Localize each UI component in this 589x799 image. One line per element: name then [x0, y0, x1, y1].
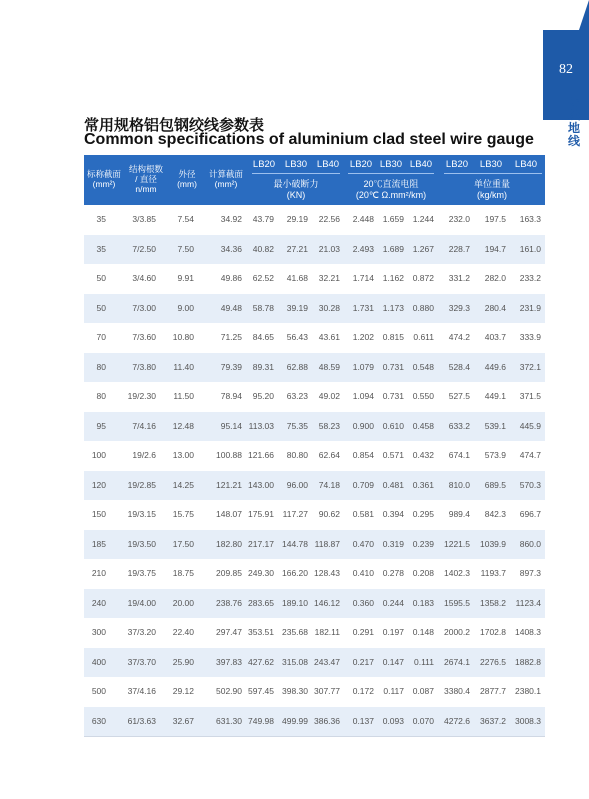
table-cell: 2380.1: [515, 686, 541, 696]
table-cell: 1221.5: [444, 538, 470, 549]
table-row: [84, 500, 545, 530]
table-cell: 148.07: [216, 509, 242, 519]
table-cell: 62.52: [252, 273, 274, 283]
table-cell: 19/3.75: [127, 568, 156, 578]
table-cell: 1595.5: [444, 597, 470, 608]
table-cell: 120: [91, 479, 106, 490]
table-cell: 1402.3: [444, 568, 470, 578]
table-cell: 117.27: [282, 509, 308, 519]
table-cell: 2.493: [352, 243, 374, 254]
table-cell: 48.59: [318, 361, 340, 372]
table-cell: 175.91: [248, 509, 274, 519]
table-cell: 474.7: [519, 450, 541, 460]
table-cell: 0.854: [352, 450, 374, 460]
table-cell: 0.183: [412, 597, 434, 608]
table-cell: 118.87: [314, 538, 340, 549]
table-row: [84, 382, 545, 412]
table-cell: 144.78: [282, 538, 308, 549]
table-cell: 62.88: [286, 361, 308, 372]
table-cell: 7/3.60: [132, 332, 156, 342]
section-label-char: 线: [567, 108, 580, 122]
table-cell: 371.5: [519, 391, 541, 401]
group-divider: [348, 173, 434, 174]
table-cell: 161.0: [519, 243, 541, 254]
table-cell: 427.62: [248, 656, 274, 667]
table-cell: 12.48: [172, 420, 194, 431]
table-cell: 0.581: [352, 509, 374, 519]
table-cell: 3637.2: [480, 715, 506, 726]
table-cell: 7/2.50: [132, 243, 156, 254]
table-row: [84, 559, 545, 589]
section-label-char: 导: [567, 95, 580, 109]
table-cell: 597.45: [248, 686, 274, 696]
table-cell: 15.75: [172, 509, 194, 519]
table-cell: 121.21: [216, 479, 242, 490]
table-cell: 0.731: [382, 391, 404, 401]
table-cell: 70: [96, 332, 106, 342]
table-cell: 19/3.50: [127, 538, 156, 549]
table-cell: 570.3: [519, 479, 541, 490]
table-cell: 333.9: [519, 332, 541, 342]
table-cell: 100: [91, 450, 106, 460]
table-cell: 150: [91, 509, 106, 519]
table-cell: 2276.5: [480, 656, 506, 667]
table-cell: 631.30: [216, 715, 242, 726]
page-title-english: Common specifications of aluminium clad steel wire gauge: [84, 131, 534, 148]
table-cell: 1702.8: [480, 627, 506, 637]
table-cell: 194.7: [484, 243, 506, 254]
table-cell: 0.137: [352, 715, 374, 726]
table-cell: 1.244: [412, 214, 434, 224]
table-row: [84, 441, 545, 471]
table-cell: 11.50: [173, 391, 194, 401]
table-cell: 80: [96, 391, 106, 401]
table-cell: 403.7: [484, 332, 506, 342]
table-cell: 633.2: [448, 420, 470, 431]
table-cell: 2000.2: [444, 627, 470, 637]
table-cell: 0.610: [382, 420, 404, 431]
table-cell: 79.39: [220, 361, 242, 372]
table-cell: 300: [91, 627, 106, 637]
table-cell: 1.731: [352, 302, 374, 313]
table-cell: 189.10: [282, 597, 308, 608]
table-cell: 121.66: [248, 450, 274, 460]
table-cell: 0.360: [352, 597, 374, 608]
table-cell: 0.319: [382, 538, 404, 549]
table-cell: 50: [96, 302, 106, 313]
table-cell: 353.51: [248, 627, 274, 637]
table-cell: 0.731: [382, 361, 404, 372]
table-cell: 20.00: [172, 597, 194, 608]
table-cell: 95: [96, 420, 106, 431]
table-cell: 0.709: [352, 479, 374, 490]
table-row: [84, 648, 545, 678]
table-cell: 2.448: [352, 214, 374, 224]
table-cell: 1.689: [382, 243, 404, 254]
table-row: [84, 294, 545, 324]
header-grade: LB40: [409, 159, 433, 170]
table-cell: 573.9: [484, 450, 506, 460]
table-cell: 1123.4: [515, 597, 541, 608]
table-cell: 210: [91, 568, 106, 578]
table-cell: 249.30: [248, 568, 274, 578]
table-cell: 372.1: [519, 361, 541, 372]
table-cell: 1358.2: [480, 597, 506, 608]
table-cell: 63.23: [286, 391, 308, 401]
group-unit-weight: 单位重量 (kg/km): [473, 179, 510, 200]
table-cell: 539.1: [484, 420, 506, 431]
table-cell: 674.1: [448, 450, 470, 460]
table-cell: 474.2: [448, 332, 470, 342]
table-cell: 283.65: [248, 597, 274, 608]
table-cell: 3008.3: [515, 715, 541, 726]
table-cell: 315.08: [282, 656, 308, 667]
table-cell: 35: [96, 214, 106, 224]
table-cell: 22.56: [318, 214, 340, 224]
table-cell: 19/2.30: [127, 391, 156, 401]
table-cell: 166.20: [282, 568, 308, 578]
table-cell: 7.50: [177, 243, 194, 254]
table-cell: 307.77: [314, 686, 340, 696]
table-cell: 1.267: [412, 243, 434, 254]
table-cell: 842.3: [484, 509, 506, 519]
table-cell: 74.18: [318, 479, 340, 490]
table-cell: 0.197: [382, 627, 404, 637]
page-number: 82: [559, 62, 573, 77]
table-cell: 182.80: [216, 538, 242, 549]
table-cell: 209.85: [216, 568, 242, 578]
table-cell: 810.0: [448, 479, 470, 490]
table-row: [84, 707, 545, 737]
table-cell: 32.67: [172, 715, 194, 726]
table-cell: 25.90: [172, 656, 194, 667]
table-cell: 502.90: [216, 686, 242, 696]
table-cell: 500: [91, 686, 106, 696]
table-cell: 1193.7: [480, 568, 506, 578]
table-cell: 17.50: [172, 538, 194, 549]
table-cell: 2674.1: [444, 656, 470, 667]
table-cell: 0.550: [412, 391, 434, 401]
table-cell: 1.173: [382, 302, 404, 313]
page-title-chinese: 常用规格铝包钢绞线参数表: [84, 117, 265, 134]
table-cell: 34.92: [220, 214, 242, 224]
table-cell: 3380.4: [444, 686, 470, 696]
table-cell: 4272.6: [444, 715, 470, 726]
table-cell: 96.00: [286, 479, 308, 490]
table-cell: 233.2: [519, 273, 541, 283]
table-cell: 21.03: [318, 243, 340, 254]
table-cell: 400: [91, 656, 106, 667]
table-cell: 1039.9: [480, 538, 506, 549]
table-cell: 1.094: [352, 391, 374, 401]
table-cell: 19/2.85: [127, 479, 156, 490]
table-cell: 897.3: [519, 568, 541, 578]
table-cell: 146.12: [314, 597, 340, 608]
table-cell: 80: [96, 361, 106, 372]
table-cell: 29.12: [172, 686, 194, 696]
table-cell: 7/4.16: [132, 420, 156, 431]
table-cell: 11.40: [173, 361, 194, 372]
table-cell: 0.361: [412, 479, 434, 490]
table-cell: 0.070: [412, 715, 434, 726]
table-cell: 32.21: [318, 273, 340, 283]
table-cell: 78.94: [220, 391, 242, 401]
group-divider: [252, 173, 340, 174]
table-cell: 235.68: [282, 627, 308, 637]
table-cell: 0.394: [382, 509, 404, 519]
table-cell: 43.61: [318, 332, 340, 342]
table-cell: 113.03: [248, 420, 274, 431]
table-row: [84, 589, 545, 619]
table-row: [84, 412, 545, 442]
table-row: [84, 530, 545, 560]
table-cell: 14.25: [172, 479, 194, 490]
table-cell: 0.148: [412, 627, 434, 637]
table-row: [84, 677, 545, 707]
table-cell: 0.458: [412, 420, 434, 431]
table-cell: 0.571: [382, 450, 404, 460]
table-cell: 1408.3: [515, 627, 541, 637]
table-cell: 231.9: [519, 302, 541, 313]
table-cell: 499.99: [282, 715, 308, 726]
table-cell: 386.36: [314, 715, 340, 726]
table-cell: 43.79: [252, 214, 274, 224]
table-cell: 860.0: [519, 538, 541, 549]
table-cell: 22.40: [172, 627, 194, 637]
table-cell: 1882.8: [515, 656, 541, 667]
table-cell: 232.0: [448, 214, 470, 224]
table-cell: 84.65: [252, 332, 274, 342]
table-cell: 49.02: [318, 391, 340, 401]
table-cell: 35: [96, 243, 106, 254]
header-outer-diameter: 外径 (mm): [177, 169, 197, 189]
table-cell: 19/3.15: [127, 509, 156, 519]
table-cell: 163.3: [519, 214, 541, 224]
table-cell: 1.162: [382, 273, 404, 283]
table-cell: 0.117: [383, 686, 404, 696]
table-cell: 95.14: [220, 420, 242, 431]
table-cell: 71.25: [220, 332, 242, 342]
table-cell: 527.5: [448, 391, 470, 401]
table-cell: 29.19: [286, 214, 308, 224]
table-cell: 40.82: [252, 243, 274, 254]
header-grade: LB20: [445, 159, 469, 170]
table-cell: 56.43: [286, 332, 308, 342]
table-cell: 90.62: [318, 509, 340, 519]
group-min-breaking-force: 最小破断力 (KN): [273, 179, 319, 200]
section-label-char: 线: [567, 134, 580, 148]
table-cell: 37/3.70: [127, 656, 156, 667]
table-row: [84, 264, 545, 294]
table-cell: 27.21: [286, 243, 308, 254]
table-cell: 49.48: [220, 302, 242, 313]
table-cell: 30.28: [318, 302, 340, 313]
table-cell: 0.872: [412, 273, 434, 283]
header-grade: LB30: [379, 159, 403, 170]
table-cell: 39.19: [286, 302, 308, 313]
table-cell: 0.208: [412, 568, 434, 578]
table-cell: 0.093: [382, 715, 404, 726]
table-cell: 58.78: [252, 302, 274, 313]
table-cell: 37/4.16: [127, 686, 156, 696]
table-cell: 197.5: [484, 214, 506, 224]
table-cell: 0.244: [382, 597, 404, 608]
header-grade: LB30: [479, 159, 503, 170]
table-cell: 989.4: [448, 509, 470, 519]
table-cell: 243.47: [314, 656, 340, 667]
table-cell: 7/3.00: [132, 302, 156, 313]
spec-table: [84, 155, 545, 737]
table-cell: 1.714: [352, 273, 374, 283]
table-row: [84, 205, 545, 235]
table-cell: 0.087: [412, 686, 434, 696]
table-cell: 0.291: [352, 627, 374, 637]
table-cell: 1.659: [382, 214, 404, 224]
table-body: [84, 205, 545, 736]
table-cell: 0.548: [412, 361, 434, 372]
table-cell: 329.3: [448, 302, 470, 313]
table-bottom-rule: [84, 736, 545, 737]
table-cell: 0.470: [352, 538, 374, 549]
table-cell: 0.217: [352, 656, 374, 667]
header-grade: LB30: [284, 159, 308, 170]
table-cell: 75.35: [286, 420, 308, 431]
table-cell: 143.00: [248, 479, 274, 490]
header-grade: LB20: [252, 159, 276, 170]
table-cell: 0.111: [413, 656, 434, 667]
table-cell: 9.91: [177, 273, 194, 283]
header-strands: 结构根数 / 直径 n/mm: [128, 164, 163, 194]
table-cell: 10.80: [172, 332, 194, 342]
table-cell: 41.68: [286, 273, 308, 283]
table-cell: 398.30: [282, 686, 308, 696]
table-row: [84, 323, 545, 353]
table-cell: 240: [91, 597, 106, 608]
table-cell: 0.239: [412, 538, 434, 549]
table-cell: 696.7: [519, 509, 541, 519]
table-cell: 1.079: [352, 361, 374, 372]
table-cell: 37/3.20: [127, 627, 156, 637]
table-cell: 397.83: [216, 656, 242, 667]
table-cell: 95.20: [252, 391, 274, 401]
table-cell: 7.54: [177, 214, 194, 224]
table-cell: 689.5: [484, 479, 506, 490]
table-cell: 1.202: [352, 332, 374, 342]
table-cell: 217.17: [248, 538, 274, 549]
table-cell: 282.0: [484, 273, 506, 283]
table-cell: 297.47: [216, 627, 242, 637]
table-cell: 182.11: [314, 627, 340, 637]
table-cell: 0.295: [412, 509, 434, 519]
table-row: [84, 235, 545, 265]
table-cell: 49.86: [220, 273, 242, 283]
table-cell: 19/2.6: [132, 450, 156, 460]
table-cell: 630: [91, 715, 106, 726]
table-cell: 13.00: [172, 450, 194, 460]
table-cell: 62.64: [318, 450, 340, 460]
table-cell: 0.172: [352, 686, 374, 696]
table-cell: 18.75: [172, 568, 194, 578]
header-calc-area: 计算截面 (mm²): [208, 169, 243, 189]
table-cell: 528.4: [448, 361, 470, 372]
table-cell: 228.7: [448, 243, 470, 254]
table-cell: 0.611: [413, 332, 434, 342]
header-grade: LB20: [349, 159, 373, 170]
table-cell: 445.9: [519, 420, 541, 431]
table-cell: 80.80: [286, 450, 308, 460]
table-cell: 89.31: [252, 361, 274, 372]
table-cell: 749.98: [248, 715, 274, 726]
group-divider: [444, 173, 542, 174]
table-cell: 0.815: [382, 332, 404, 342]
table-cell: 3/3.85: [132, 214, 156, 224]
table-cell: 50: [96, 273, 106, 283]
table-cell: 280.4: [484, 302, 506, 313]
table-cell: 3/4.60: [132, 273, 156, 283]
header-grade: LB40: [514, 159, 538, 170]
table-cell: 185: [91, 538, 106, 549]
table-cell: 449.6: [484, 361, 506, 372]
header-nominal-section: 标称截面 (mm²): [86, 169, 121, 189]
header-grade: LB40: [316, 159, 340, 170]
table-cell: 449.1: [484, 391, 506, 401]
table-cell: 128.43: [314, 568, 340, 578]
section-label-char: 地: [567, 121, 580, 135]
table-cell: 0.900: [352, 420, 374, 431]
table-row: [84, 471, 545, 501]
table-cell: 9.00: [177, 302, 194, 313]
table-cell: 331.2: [448, 273, 470, 283]
table-cell: 61/3.63: [127, 715, 156, 726]
group-dc-resistance: 20℃直流电阻 (20℃ Ω.mm²/km): [355, 179, 427, 200]
table-cell: 0.147: [382, 656, 404, 667]
table-cell: 34.36: [220, 243, 242, 254]
table-cell: 100.88: [216, 450, 242, 460]
table-row: [84, 353, 545, 383]
table-cell: 19/4.00: [127, 597, 156, 608]
table-cell: 58.23: [318, 420, 340, 431]
table-cell: 7/3.80: [132, 361, 156, 372]
table-cell: 0.880: [412, 302, 434, 313]
table-cell: 0.481: [382, 479, 404, 490]
table-cell: 0.278: [382, 568, 404, 578]
table-cell: 2877.7: [480, 686, 506, 696]
table-cell: 238.76: [216, 597, 242, 608]
table-header: [84, 155, 545, 205]
table-cell: 0.432: [412, 450, 434, 460]
section-label: [566, 96, 582, 148]
table-row: [84, 618, 545, 648]
table-cell: 0.410: [352, 568, 374, 578]
